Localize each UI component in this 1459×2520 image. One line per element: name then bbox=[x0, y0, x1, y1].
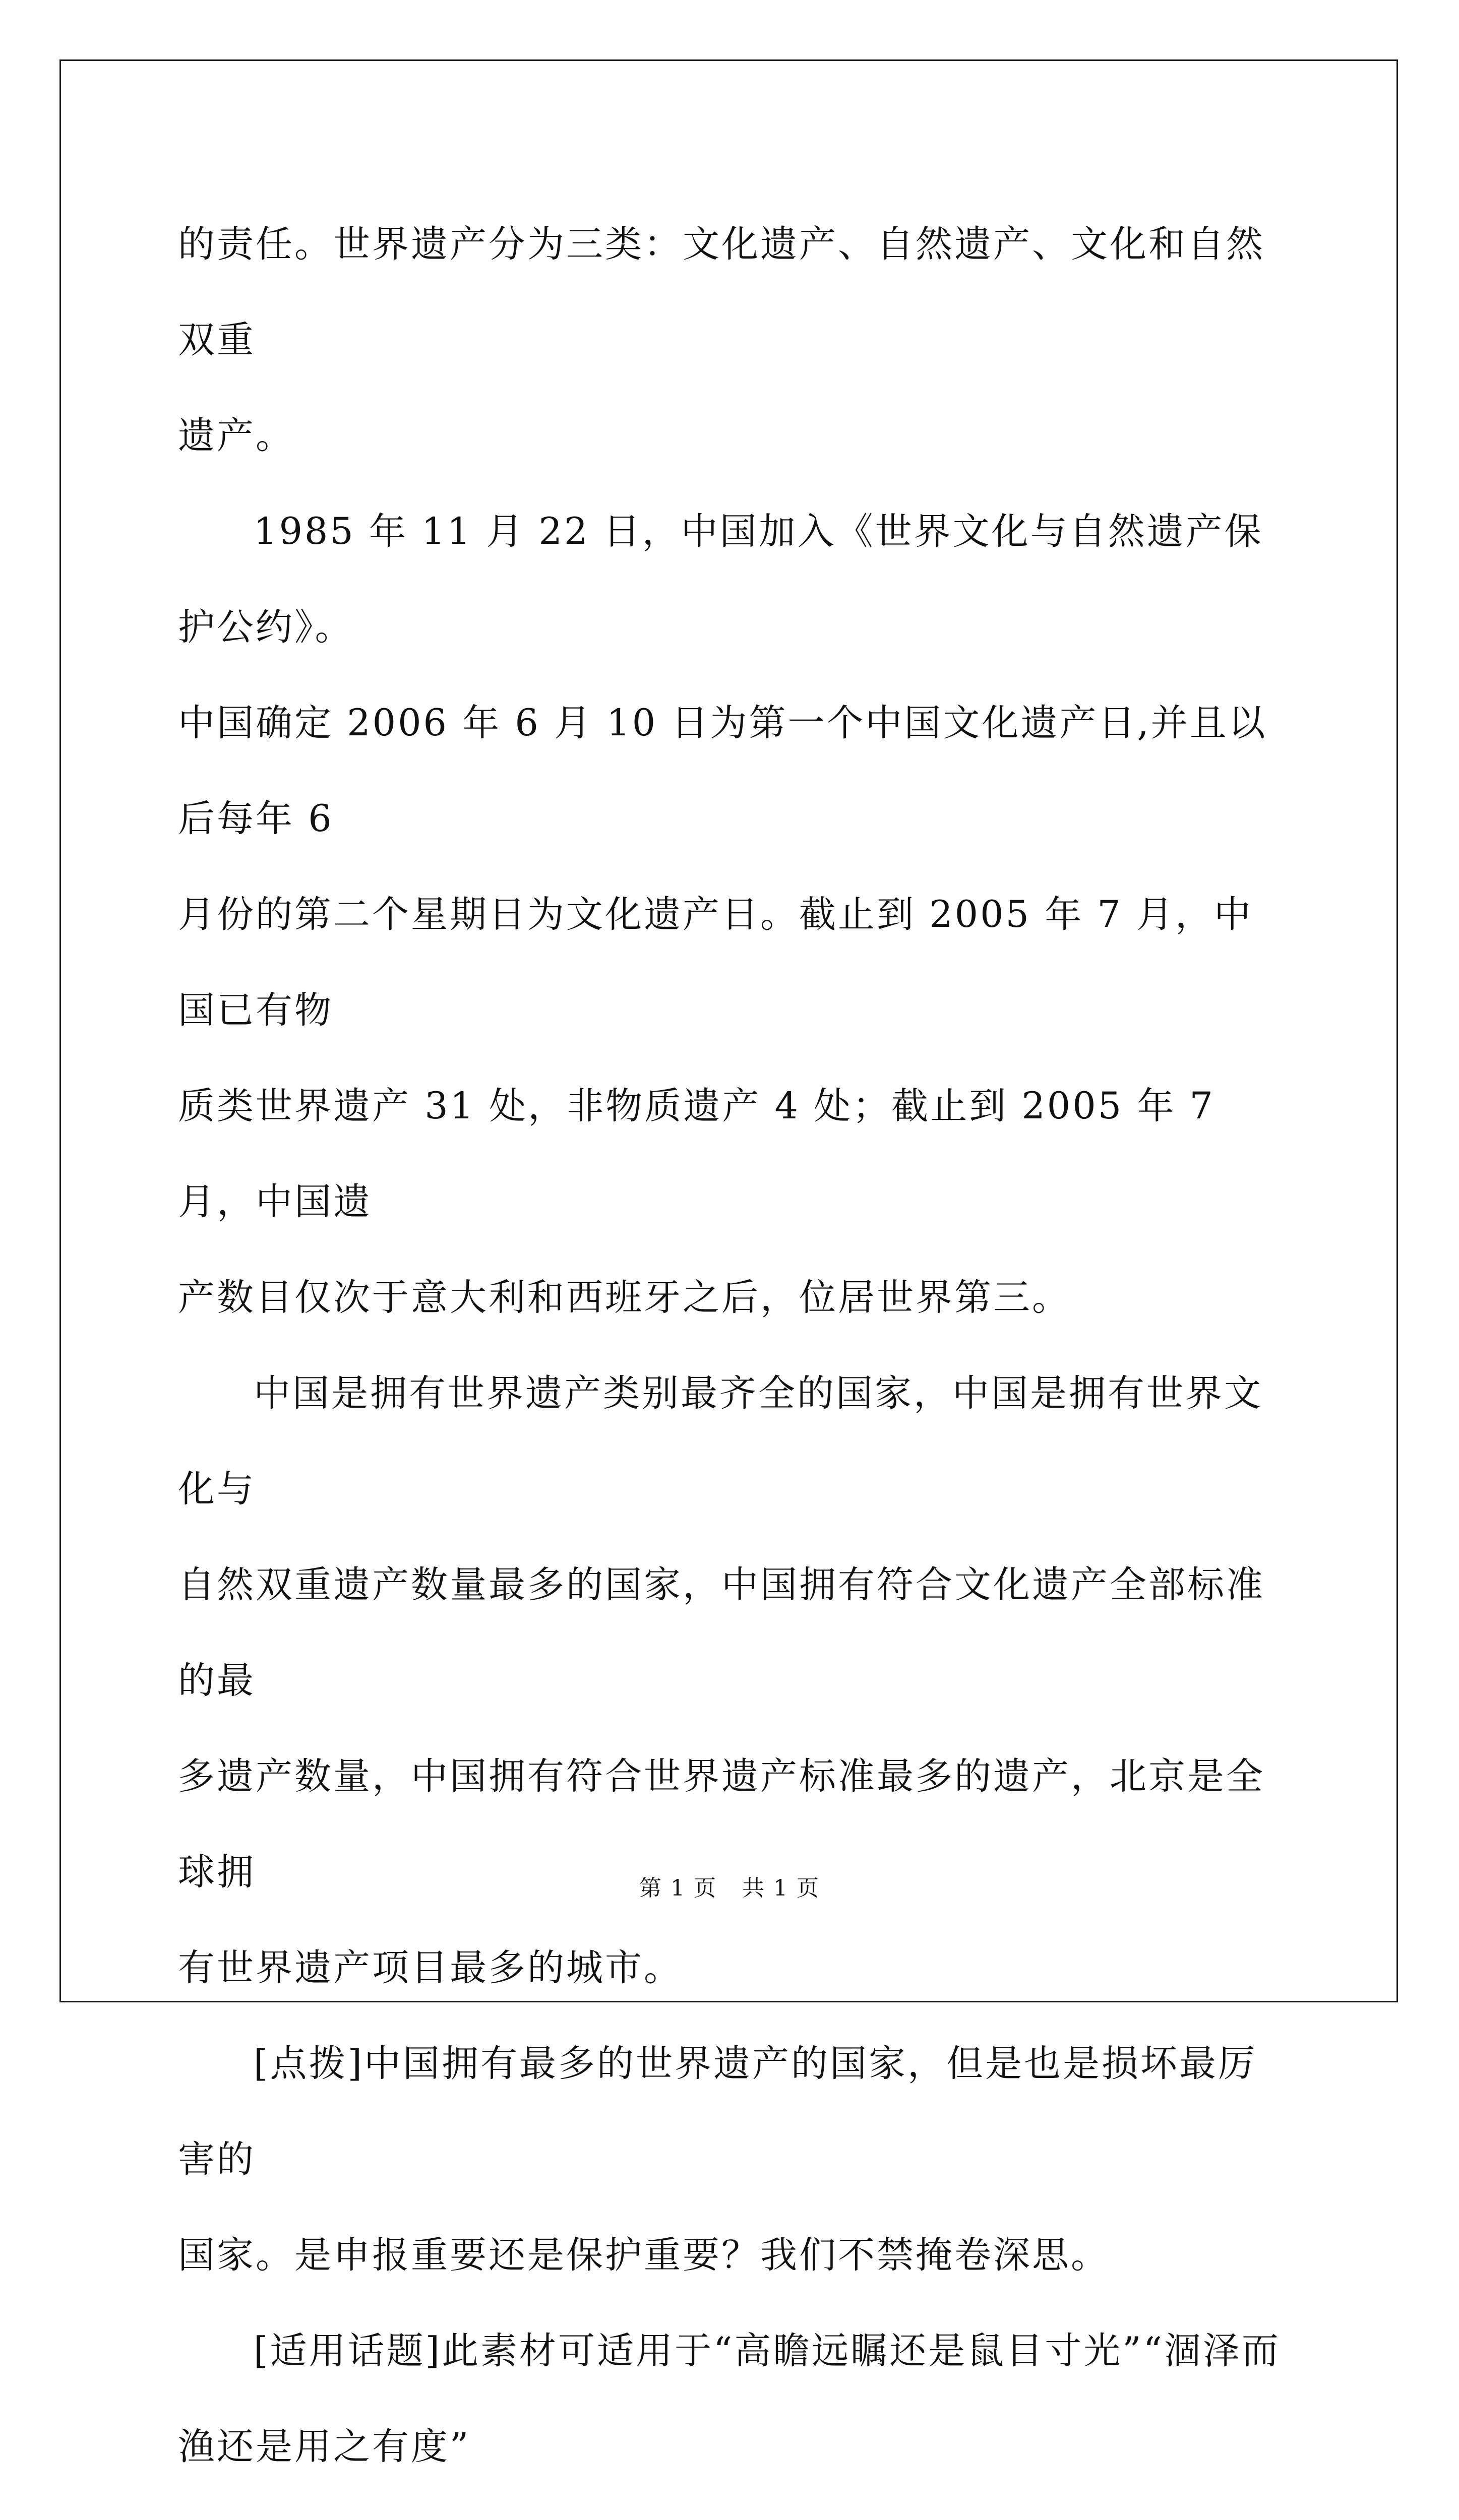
page-number: 第 1 页 bbox=[639, 1875, 717, 1901]
text-line: 自然双重遗产数量最多的国家，中国拥有符合文化遗产全部标准的最 bbox=[178, 1563, 1265, 1702]
paragraph-6 bbox=[178, 2495, 1287, 2520]
text-line: 的责任。世界遗产分为三类：文化遗产、自然遗产、文化和自然双重 bbox=[178, 223, 1265, 361]
text-line: 1985 年 11 月 22 日，中国加入《世界文化与自然遗产保护公约》。 bbox=[178, 510, 1263, 649]
text-line: 多遗产数量，中国拥有符合世界遗产标准最多的遗产，北京是全球拥 bbox=[178, 1755, 1265, 1894]
paragraph-2 bbox=[178, 484, 1287, 1346]
text-line: 渔还是用之有度” bbox=[178, 2425, 471, 2468]
text-line: 月份的第二个星期日为文化遗产日。截止到 2005 年 7 月，中国已有物 bbox=[178, 893, 1253, 1032]
text-line: 国家。是申报重要还是保护重要？我们不禁掩卷深思。 bbox=[178, 2234, 1110, 2277]
text-line: 有世界遗产项目最多的城市。 bbox=[178, 1946, 683, 1989]
page-footer bbox=[0, 1870, 1459, 1902]
paragraph-3 bbox=[178, 1346, 1287, 2016]
text-line: 产数目仅次于意大利和西班牙之后，位居世界第三。 bbox=[178, 1276, 1071, 1319]
paragraph-4 bbox=[178, 2016, 1287, 2303]
text-line: 中国确定 2006 年 6 月 10 日为第一个中国文化遗产日,并且以后每年 6 bbox=[178, 702, 1267, 840]
text-line: [点拨]中国拥有最多的世界遗产的国家，但是也是损坏最厉害的 bbox=[178, 2042, 1257, 2181]
paragraph-1 bbox=[178, 197, 1287, 484]
text-line: 中国是拥有世界遗产类别最齐全的国家，中国是拥有世界文化与 bbox=[178, 1372, 1263, 1510]
document-body bbox=[178, 197, 1287, 2520]
text-line: 质类世界遗产 31 处，非物质遗产 4 处；截止到 2005 年 7 月，中国遗 bbox=[178, 1085, 1215, 1223]
page-total: 共 1 页 bbox=[742, 1875, 820, 1901]
text-line: [适用话题]此素材可适用于“高瞻远瞩还是鼠目寸光”“涸泽而 bbox=[254, 2329, 1281, 2372]
text-line: 遗产。 bbox=[178, 414, 294, 457]
paragraph-5 bbox=[178, 2303, 1287, 2495]
